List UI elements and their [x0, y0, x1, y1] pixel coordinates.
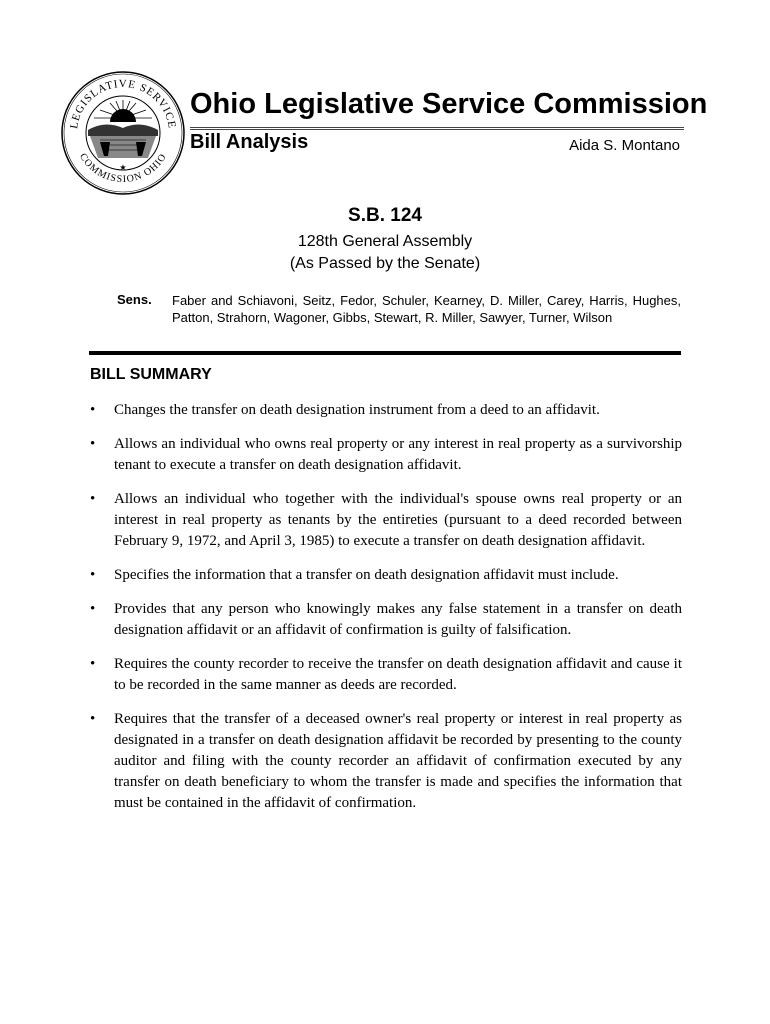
bullet-icon: • — [90, 436, 96, 452]
title-divider — [190, 127, 684, 130]
bill-summary-list — [90, 400, 682, 827]
document-type: Bill Analysis — [190, 131, 309, 153]
summary-item: • Allows an individual who owns real property or any interest in real property as a survivorship tenant to execute a transfer on death designation affidavit. — [90, 436, 682, 473]
svg-text:★: ★ — [119, 163, 127, 172]
bullet-icon: • — [90, 402, 96, 418]
page-title: Ohio Legislative Service Commission — [190, 88, 708, 120]
bullet-icon: • — [90, 711, 96, 727]
section-divider — [89, 351, 681, 355]
sponsors-list: Faber and Schiavoni, Seitz, Fedor, Schuler, Kearney, D. Miller, Carey, Harris, Hughes, Patton, Strahorn, Wagoner, Gibbs, Stewart, R. Miller, Sawyer, Turner, Wilson — [172, 293, 681, 325]
ohio-seal-logo — [60, 70, 186, 196]
summary-item: • Requires that the transfer of a deceased owner's real property or interest in real property as designated in a transfer on death designation affidavit be recorded by presenting to the county auditor and filing with the county recorder an affidavit of confirmation executed by any transfer on death beneficiary to whom the transfer is made and specifies the information that must be contained in the affidavit of confirmation. — [90, 711, 682, 811]
summary-item: • Provides that any person who knowingly makes any false statement in a transfer on death designation affidavit or an affidavit of confirmation is guilty of falsification. — [90, 601, 682, 638]
bullet-icon: • — [90, 656, 96, 672]
bullet-icon: • — [90, 491, 96, 507]
summary-item: • Changes the transfer on death designation instrument from a deed to an affidavit. — [90, 400, 682, 421]
svg-text:COMMISSION OHIO: COMMISSION OHIO — [76, 151, 170, 186]
summary-item: • Requires the county recorder to receive the transfer on death designation affidavit and cause it to be recorded in the same manner as deeds are recorded. — [90, 656, 682, 693]
sponsors-label: Sens. — [117, 292, 152, 307]
bill-status: (As Passed by the Senate) — [289, 255, 481, 272]
general-assembly: 128th General Assembly — [297, 233, 473, 250]
summary-item: • Allows an individual who together with the individual's spouse owns real property or an interest in real property as tenants by the entireties (pursuant to a deed recorded between February 9, 1972, and April 3, 1985) to execute a transfer on death designation affidavit. — [90, 491, 682, 549]
bullet-icon: • — [90, 567, 96, 583]
bill-summary-heading: BILL SUMMARY — [90, 366, 212, 383]
svg-text:LEGISLATIVE SERVICE: LEGISLATIVE SERVICE — [68, 77, 178, 130]
author-name: Aida S. Montano — [569, 137, 680, 154]
bullet-icon: • — [90, 601, 96, 617]
summary-item: • Specifies the information that a transfer on death designation affidavit must include. — [90, 565, 682, 586]
bill-number: S.B. 124 — [348, 205, 422, 226]
